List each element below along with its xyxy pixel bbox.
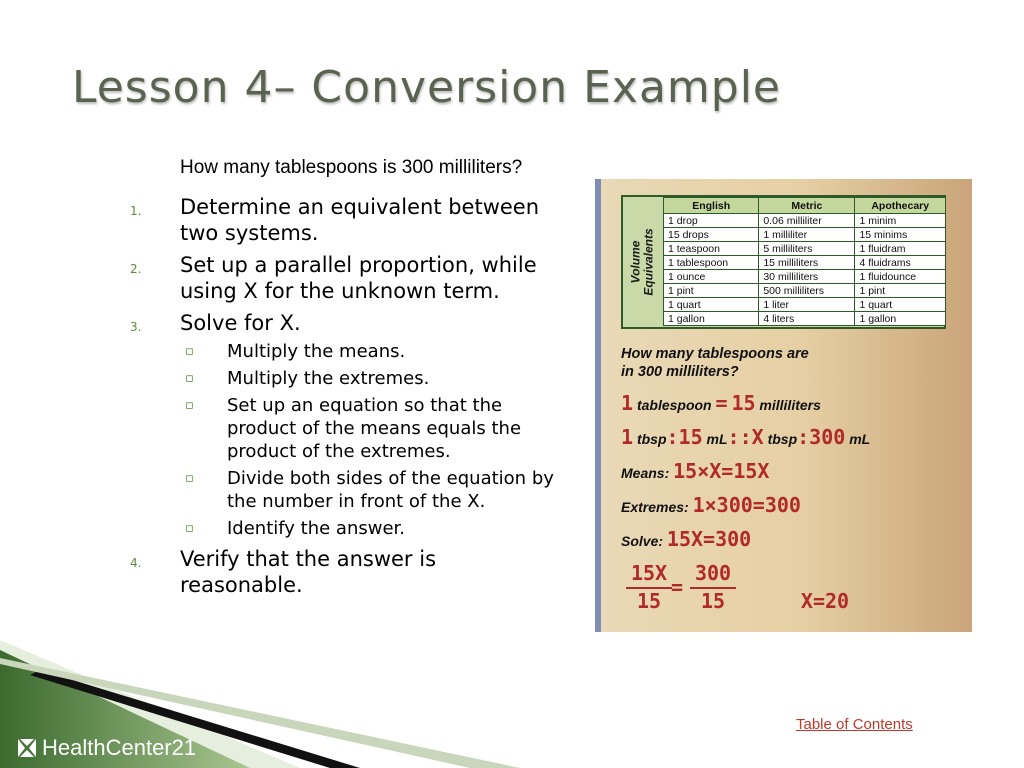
substep-text: Set up an equation so that the product of the means equals the product of the extremes. — [227, 395, 522, 462]
eq-number: 1 — [621, 391, 634, 415]
conversion-figure — [595, 179, 972, 632]
substep-item — [180, 467, 560, 513]
figure-question-line2: in 300 milliliters? — [621, 364, 739, 380]
table-of-contents-link[interactable]: Table of Contents — [796, 716, 913, 733]
slide-body — [130, 156, 560, 604]
substep-item — [180, 340, 560, 363]
step-item — [130, 194, 560, 246]
table-cell: 1 quart — [855, 298, 946, 312]
table-cell: 30 milliliters — [759, 270, 855, 284]
step-text: Solve for X. — [180, 311, 301, 335]
step-number: 2. — [130, 262, 142, 276]
figure-question — [621, 345, 809, 381]
column-header: Metric — [759, 198, 855, 214]
table-row — [664, 228, 946, 242]
fraction-equals: = — [670, 575, 684, 599]
step-text: Determine an equivalent between two systems. — [180, 195, 540, 245]
eq-number: 300 — [809, 425, 846, 449]
table-cell: 1 tablespoon — [664, 256, 759, 270]
table-cell: 1 pint — [664, 284, 759, 298]
extremes-line — [621, 493, 801, 517]
bullet-icon: ▫ — [185, 398, 194, 413]
solve-value: 15X=300 — [666, 527, 752, 551]
substeps-list — [180, 340, 560, 540]
table-cell: 1 drop — [664, 214, 759, 228]
eq-number: 1 — [621, 425, 634, 449]
table-cell: 1 pint — [855, 284, 946, 298]
table-cell: 500 milliliters — [759, 284, 855, 298]
substep-item — [180, 517, 560, 540]
bullet-icon: ▫ — [185, 521, 194, 536]
eq-unit: mL — [706, 431, 728, 447]
step-item — [130, 252, 560, 304]
volume-equivalents-table-box — [621, 195, 946, 329]
table-header-row — [664, 198, 946, 214]
table-cell: 1 gallon — [664, 312, 759, 326]
fraction-numerator: 15X — [630, 561, 668, 585]
table-cell: 4 liters — [759, 312, 855, 326]
eq-operator: : — [797, 425, 810, 449]
table-cell: 5 milliliters — [759, 242, 855, 256]
fraction-numerator: 300 — [694, 561, 732, 585]
table-cell: 1 fluidram — [855, 242, 946, 256]
table-cell: 1 milliliter — [759, 228, 855, 242]
eq-operator: = — [715, 391, 728, 415]
table-row — [664, 298, 946, 312]
step-item — [130, 310, 560, 540]
bullet-icon: ▫ — [185, 344, 194, 359]
extremes-label: Extremes: — [621, 499, 689, 515]
step-number: 3. — [130, 320, 142, 334]
step-text: Set up a parallel proportion, while using X for the unknown term. — [180, 253, 537, 303]
brand-name: HealthCenter21 — [42, 735, 197, 760]
means-line — [621, 459, 769, 483]
eq-unit: tablespoon — [636, 397, 712, 413]
step-number: 4. — [130, 556, 142, 570]
eq-unit: mL — [849, 431, 871, 447]
table-cell: 1 quart — [664, 298, 759, 312]
bullet-icon: ▫ — [185, 471, 194, 486]
substep-text: Identify the answer. — [227, 518, 406, 539]
eq-operator: : — [666, 425, 679, 449]
substep-text: Multiply the extremes. — [227, 368, 430, 389]
solve-line — [621, 527, 751, 551]
bullet-icon: ▫ — [185, 371, 194, 386]
volume-equivalents-label: Volume Equivalents — [629, 228, 657, 296]
means-label: Means: — [621, 465, 670, 481]
substep-text: Multiply the means. — [227, 341, 406, 362]
steps-list — [130, 194, 560, 598]
figure-question-line1: How many tablespoons are — [621, 346, 809, 362]
table-cell: 15 milliliters — [759, 256, 855, 270]
extremes-value: 1×300=300 — [692, 493, 801, 517]
eq-operator: :: — [727, 425, 752, 449]
table-row — [664, 214, 946, 228]
fraction-denominator: 15 — [636, 589, 662, 613]
healthcenter-logo-icon — [18, 739, 36, 757]
solve-label: Solve: — [621, 533, 664, 549]
equivalence-equation — [621, 391, 821, 415]
eq-number: 15 — [678, 425, 703, 449]
eq-unit: tbsp — [767, 431, 798, 447]
table-row — [664, 284, 946, 298]
slide-title: Lesson 4– Conversion Example — [72, 62, 781, 113]
answer-value: X=20 — [800, 589, 850, 613]
eq-number: 15 — [731, 391, 756, 415]
table-cell: 15 minims — [855, 228, 946, 242]
substep-item — [180, 394, 560, 463]
eq-unit: tbsp — [636, 431, 667, 447]
table-cell: 0.06 milliliter — [759, 214, 855, 228]
table-cell: 1 liter — [759, 298, 855, 312]
column-header: English — [664, 198, 759, 214]
table-cell: 1 minim — [855, 214, 946, 228]
question-text: How many tablespoons is 300 milliliters? — [180, 157, 523, 178]
volume-equivalents-label-box — [623, 197, 663, 327]
volume-equivalents-table — [663, 197, 946, 326]
step-number: 1. — [130, 204, 142, 218]
table-cell: 1 ounce — [664, 270, 759, 284]
table-cell: 15 drops — [664, 228, 759, 242]
table-row — [664, 270, 946, 284]
table-cell: 1 teaspoon — [664, 242, 759, 256]
means-value: 15×X=15X — [673, 459, 770, 483]
step-text: Verify that the answer is reasonable. — [180, 547, 437, 597]
proportion-equation — [621, 425, 870, 449]
table-cell: 4 fluidrams — [855, 256, 946, 270]
table-row — [664, 312, 946, 326]
table-row — [664, 256, 946, 270]
step-item — [130, 546, 560, 598]
substep-item — [180, 367, 560, 390]
column-header: Apothecary — [855, 198, 946, 214]
fraction-denominator: 15 — [700, 589, 726, 613]
brand-logo — [18, 735, 196, 761]
eq-unit: milliliters — [759, 397, 821, 413]
table-row — [664, 242, 946, 256]
substep-text: Divide both sides of the equation by the number in front of the X. — [227, 468, 554, 512]
table-cell: 1 gallon — [855, 312, 946, 326]
table-cell: 1 fluidounce — [855, 270, 946, 284]
eq-variable: X — [751, 425, 764, 449]
